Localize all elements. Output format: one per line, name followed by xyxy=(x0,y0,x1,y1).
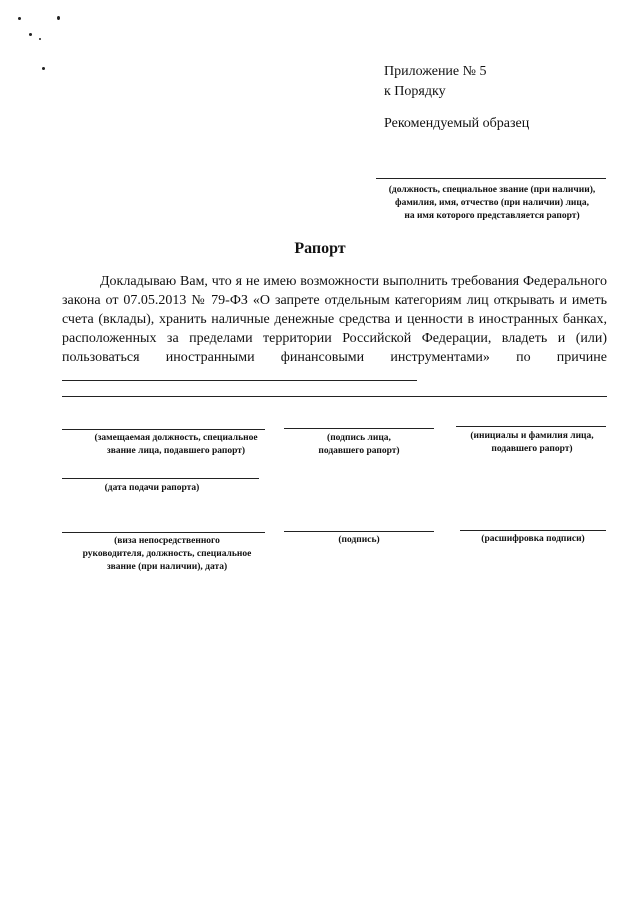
report-body xyxy=(62,272,607,387)
date-caption: (дата подачи рапорта) xyxy=(104,483,200,493)
signature-caption-line: (подпись лица, xyxy=(327,433,391,443)
visa-caption xyxy=(60,535,274,574)
signature-caption-2: (подпись) xyxy=(338,535,380,545)
addressee-caption-line: на имя которого представляется рапорт) xyxy=(404,211,580,221)
addressee-line xyxy=(376,178,606,179)
visa-caption-line: (виза непосредственного xyxy=(114,536,220,546)
scan-speck xyxy=(18,17,21,20)
scan-speck xyxy=(42,67,45,70)
reason-continuation-line xyxy=(62,396,607,397)
recommended-sample-label: Рекомендуемый образец xyxy=(384,116,530,131)
appendix-reference: к Порядку xyxy=(384,84,446,99)
document-title: Рапорт xyxy=(294,240,346,257)
signature-line xyxy=(284,428,434,429)
position-caption-line: звание лица, подавшего рапорт) xyxy=(106,446,246,456)
initials-caption-line: (инициалы и фамилия лица, xyxy=(470,431,594,441)
scan-speck xyxy=(29,33,32,36)
initials-caption-line: подавшего рапорт) xyxy=(491,444,573,454)
decoding-caption: (расшифровка подписи) xyxy=(481,534,585,544)
scan-speck xyxy=(57,16,60,20)
addressee-caption-line: (должность, специальное звание (при наличии), xyxy=(388,185,596,195)
appendix-header xyxy=(384,62,487,102)
visa-line xyxy=(62,532,265,533)
initials-line xyxy=(456,426,606,427)
appendix-number: Приложение № 5 xyxy=(384,64,487,79)
visa-caption-line: звание (при наличии), дата) xyxy=(106,562,228,572)
position-caption xyxy=(62,432,290,458)
reason-fill-line xyxy=(62,367,417,381)
position-line xyxy=(62,429,265,430)
scan-speck xyxy=(39,38,41,40)
initials-caption xyxy=(452,430,612,456)
date-line xyxy=(62,478,259,479)
signature-caption xyxy=(276,432,442,458)
position-caption-line: (замещаемая должность, специальное xyxy=(94,433,258,443)
decoding-line xyxy=(460,530,606,531)
addressee-caption-line: фамилия, имя, отчество (при наличии) лица, xyxy=(395,198,589,208)
addressee-caption xyxy=(372,184,612,223)
signature-line-2 xyxy=(284,531,434,532)
signature-caption-line: подавшего рапорт) xyxy=(318,446,400,456)
visa-caption-line: руководителя, должность, специальное xyxy=(82,549,252,559)
report-body-text: Докладываю Вам, что я не имею возможности выполнить требования Федерального закона от 07.05.2013 № 79-ФЗ «О запрете отдельным категориям лиц открывать и иметь счета (вклады), хранить наличные денежные средства и ценности в иностранных банках, расположенных за пределами территории Российской Федерации, владеть и (или) пользоваться иностранными финансовыми инструментами» по причине xyxy=(62,274,607,365)
